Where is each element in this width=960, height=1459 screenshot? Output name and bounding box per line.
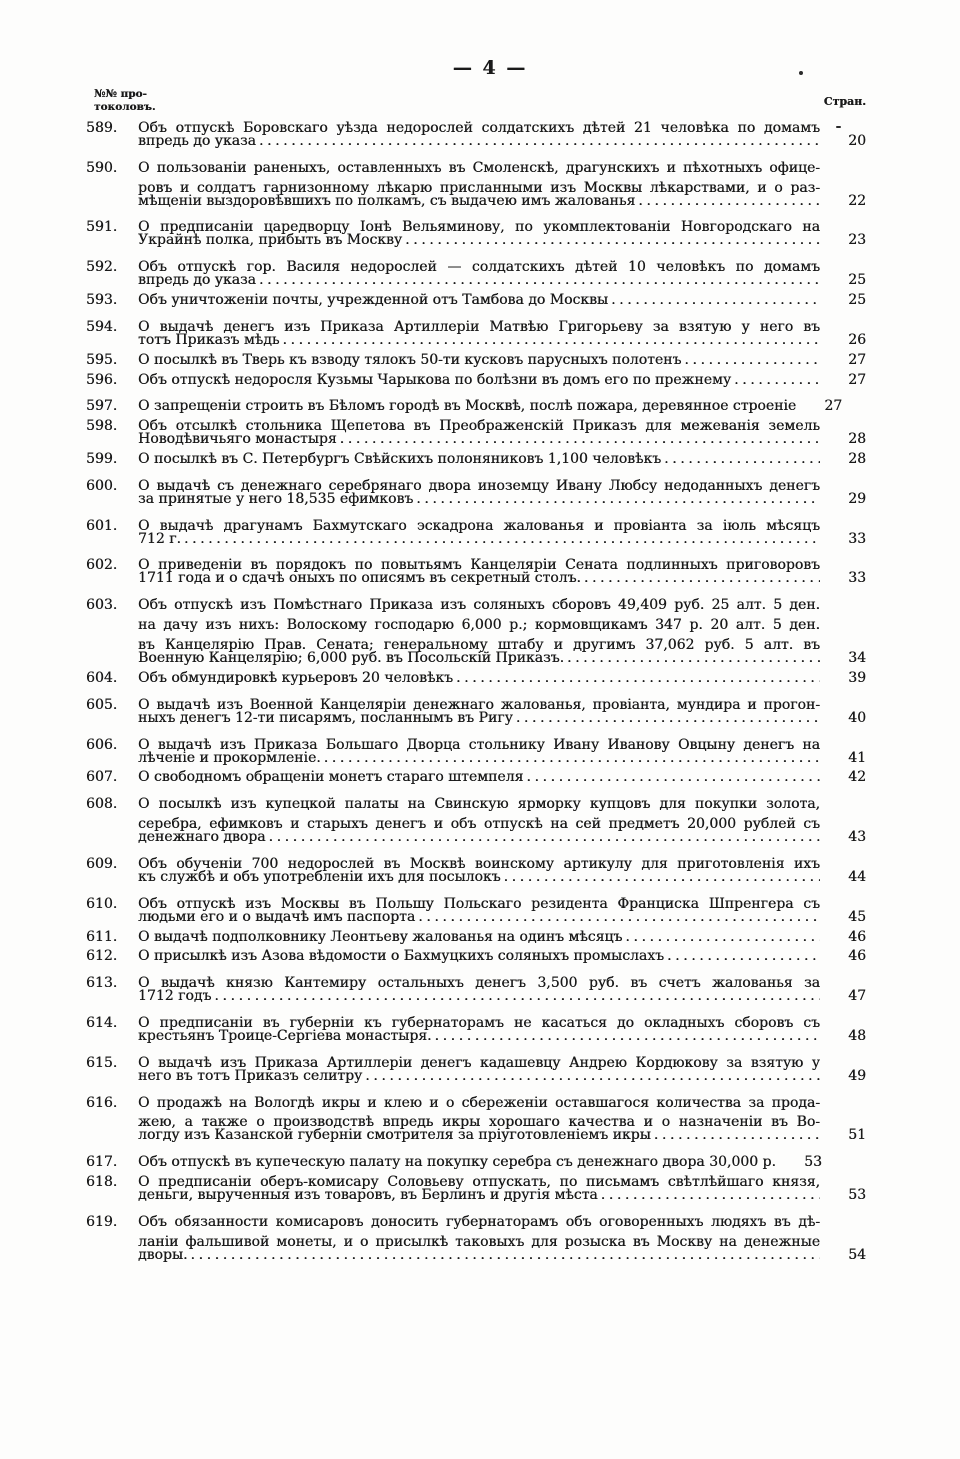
entry-text: О выдачѣ князю Кантемиру остальныхъ денегъ 3,500 руб. въ счетъ жалованья за (138, 975, 820, 992)
entry-page-number: 27 (848, 351, 866, 368)
entry-text: денежнаго двора (138, 829, 266, 846)
toc-line (86, 291, 866, 311)
entry-page-number: 26 (848, 331, 866, 348)
leader-dots (734, 371, 820, 391)
leader-dots (259, 132, 820, 152)
entry-page-number: 46 (848, 928, 866, 945)
entry-page-number: 34 (848, 650, 866, 667)
entry-number: 599. (86, 451, 118, 468)
toc-line (86, 709, 866, 729)
entry-text: къ службѣ и объ употребленіи ихъ для посылокъ (138, 868, 501, 885)
entry-number: 619. (86, 1213, 118, 1230)
entry-text: ланіи фальшивой монеты, и о присылкѣ таковыхъ для розыска въ Москву на денежные (138, 1233, 820, 1250)
toc-line (86, 1067, 866, 1087)
entry-page-number: 33 (848, 530, 866, 547)
toc-line (86, 947, 866, 967)
toc-line (86, 371, 866, 391)
entry-text: крестьянъ Троице-Сергіева монастыря. (138, 1027, 432, 1044)
entry-text: деньги, вырученныя изъ товаровъ, въ Берлинъ и другія мѣста (138, 1187, 598, 1204)
entry-text: Объ отсылкѣ стольника Щепетова въ Преображенскій Приказъ для межеванія земель (138, 418, 820, 435)
entry-text: О выдачѣ съ денежнаго серебрянаго двора иноземцу Ивану Любсу недоданныхъ денегъ (138, 477, 820, 494)
toc-line (86, 589, 866, 614)
protocol-numbers-column-header (94, 88, 156, 113)
leader-dots (456, 669, 820, 689)
entry-text: О запрещеніи строить въ Бѣломъ городѣ въ Москвѣ, послѣ пожара, деревянное строеніе (138, 398, 797, 415)
entry-text: тотъ Приказъ мѣдь (138, 331, 280, 348)
leader-dots (340, 430, 820, 450)
leader-dots (504, 868, 820, 888)
leader-dots (416, 490, 820, 510)
entry-text: на дачу изъ нихъ: Волоскому господарю 6,000 р.; кормовщикамъ 347 р. 20 алт. 5 ден. (138, 617, 820, 634)
entry-page-number: 28 (848, 451, 866, 468)
entry-text: 712 г. (138, 530, 181, 547)
page-number-heading: — 4 — (452, 57, 528, 79)
entry-text: О продажѣ на Вологдѣ икры и клею и о сбереженіи оставшагося количества за прода- (138, 1094, 820, 1111)
toc-line (86, 749, 866, 769)
pages-column-header: Стран. (823, 95, 866, 108)
entry-number: 613. (86, 975, 118, 992)
entry-text: О выдачѣ изъ Приказа Большаго Дворца стольнику Ивану Иванову Овцыну денегъ на (138, 736, 820, 753)
table-of-contents (86, 112, 866, 1266)
entry-text: О выдачѣ подполковнику Леонтьеву жалованья на одинъ мѣсяцъ (138, 928, 623, 945)
entry-page-number: 27 (824, 398, 843, 415)
entry-text: О присылкѣ изъ Азова вѣдомости о Бахмуцкихъ соляныхъ промыслахъ (138, 948, 665, 965)
entry-number: 594. (86, 318, 118, 335)
toc-line (86, 1206, 866, 1230)
entry-text: впредь до указа (138, 132, 256, 149)
entry-page-number: 25 (848, 272, 866, 289)
toc-line (86, 669, 866, 689)
toc-line (86, 351, 866, 371)
entry-number: 598. (86, 418, 118, 435)
toc-line (86, 450, 866, 470)
toc-line (86, 1027, 866, 1047)
entry-page-number: 49 (848, 1067, 866, 1084)
entry-text: мѣщеніи выздоровѣвшихъ по полкамъ, съ выдачею имъ жалованья (138, 192, 636, 209)
entry-text: въ Канцелярію Прав. Сената; генеральному штабу и другимъ 37,062 руб. 5 алт. въ (138, 637, 820, 654)
toc-line (86, 729, 866, 753)
entry-page-number: 40 (848, 709, 866, 726)
entry-text: О выдачѣ изъ Военной Канцеляріи денежнаго жалованья, провіанта, мундира и прогон- (138, 696, 820, 713)
toc-line (86, 1087, 866, 1111)
toc-line (86, 152, 866, 176)
leader-dots (664, 450, 820, 470)
leader-dots (324, 749, 820, 769)
entry-text: Объ отпускѣ гор. Василя недорослей — солдатскихъ дѣтей 10 человѣкъ по домамъ (138, 259, 820, 276)
entry-number: 601. (86, 517, 118, 534)
toc-line (86, 331, 866, 351)
entry-page-number: 51 (848, 1127, 866, 1144)
toc-line (86, 987, 866, 1007)
entry-number: 614. (86, 1014, 118, 1031)
leader-dots (638, 192, 820, 212)
leader-dots (684, 351, 820, 371)
entry-page-number: 47 (848, 988, 866, 1005)
entry-page-number: 46 (848, 948, 866, 965)
entry-text: Объ отпускѣ изъ Помѣстнаго Приказа изъ соляныхъ сборовъ 49,409 руб. 25 алт. 5 ден. (138, 597, 820, 614)
leader-dots (584, 569, 820, 589)
leader-dots (259, 271, 820, 291)
entry-text: ровъ и солдатъ гарнизонному лѣкарю присланными изъ Москвы лѣкарствами, и о раз- (138, 179, 820, 196)
entry-page-number: 33 (848, 570, 866, 587)
entry-page-number: 48 (848, 1027, 866, 1044)
toc-line (86, 112, 866, 136)
toc-line (86, 192, 866, 212)
toc-line (86, 530, 866, 550)
toc-line (86, 470, 866, 494)
entry-text: О выдачѣ денегъ изъ Приказа Артиллеріи Матвѣю Григорьеву за взятую у него въ (138, 318, 820, 335)
entry-text: за принятые у него 18,535 ефимковъ (138, 490, 414, 507)
entry-page-number: 20 (848, 132, 866, 149)
entry-text: Объ отпускѣ Боровскаго уѣзда недорослей солдатскихъ дѣтей 21 человѣка по домамъ (138, 119, 820, 136)
toc-line (86, 569, 866, 589)
entry-page-number: 39 (848, 669, 866, 686)
entry-number: 600. (86, 477, 118, 494)
toc-line (86, 211, 866, 236)
entry-text: 1711 года и о сдачѣ оныхъ по описямъ въ секретный столъ. (138, 570, 581, 587)
entry-text: О выдачѣ изъ Приказа Артиллеріи денегъ кадашевцу Андрею Кордюкову за взятую у (138, 1054, 820, 1071)
leader-dots (405, 231, 820, 251)
entry-text: лѣченіе и прокормленіе. (138, 749, 321, 766)
entry-text: Объ обязанности комисаровъ доносить губернаторамъ объ оговоренныхъ людяхъ въ дѣ- (138, 1213, 820, 1230)
entry-page-number: 45 (848, 908, 866, 925)
entry-number: 602. (86, 557, 118, 574)
entry-page-number: 29 (848, 490, 866, 507)
leader-dots (526, 768, 820, 788)
entry-number: 606. (86, 736, 118, 753)
entry-number: 605. (86, 696, 118, 713)
leader-dots (418, 908, 820, 928)
toc-line (86, 649, 866, 669)
toc-line (86, 1246, 866, 1266)
leader-dots (435, 1027, 820, 1047)
entry-text: Объ уничтоженіи почты, учрежденной отъ Тамбова до Москвы (138, 292, 609, 309)
leader-dots (269, 828, 820, 848)
leader-dots (567, 649, 820, 669)
entry-text: жею, а также о производствѣ впредь икры хорошаго качества и о назначеніи въ Во- (138, 1114, 820, 1131)
entry-text: О предписаніи оберъ-комисару Соловьеву отпускать, по письмамъ свѣтлѣйшаго князя, (138, 1174, 820, 1191)
entry-page-number: 53 (848, 1187, 866, 1204)
entry-text: О посылкѣ изъ купецкой палаты на Свинскую ярморку купцовъ для покупки золота, (138, 796, 820, 813)
leader-dots (667, 947, 820, 967)
toc-line (86, 848, 866, 872)
entry-number: 597. (86, 398, 118, 415)
entry-number: 590. (86, 159, 118, 176)
toc-line (86, 430, 866, 450)
leader-dots (654, 1126, 820, 1146)
toc-line (86, 490, 866, 510)
protocol-header-line1: №№ про- (94, 88, 147, 100)
entry-number: 607. (86, 769, 118, 786)
toc-line (86, 928, 866, 948)
entry-number: 591. (86, 219, 118, 236)
entry-text: ныхъ денегъ 12-ти писарямъ, посланнымъ въ Ригу (138, 709, 513, 726)
toc-line (86, 1007, 866, 1031)
entry-text: логду изъ Казанской губерніи смотрителя за пріуготовленіемъ икры (138, 1127, 651, 1144)
toc-line (86, 768, 866, 788)
entry-text: 1712 годъ (138, 988, 212, 1005)
toc-line (86, 1186, 866, 1206)
entry-text: Объ обученіи 700 недорослей въ Москвѣ воинскому артикулу для приготовленія ихъ (138, 855, 820, 872)
entry-text: О выдачѣ драгунамъ Бахмутскаго эскадрона жалованья и провіанта за іюль мѣсяцъ (138, 517, 820, 534)
entry-text: серебра, ефимковъ и старыхъ денегъ и объ отпускѣ на сей предметъ 20,000 рублей съ (138, 816, 820, 833)
toc-line (86, 251, 866, 276)
entry-number: 608. (86, 796, 118, 813)
entry-text: него въ тотъ Приказъ селитру (138, 1067, 363, 1084)
entry-text: Украйнѣ полка, прибыть въ Москву (138, 232, 403, 249)
entry-page-number: 41 (848, 749, 866, 766)
entry-page-number: 43 (848, 829, 866, 846)
entry-number: 592. (86, 259, 118, 276)
toc-line (86, 868, 866, 888)
toc-line (86, 311, 866, 335)
toc-line (86, 967, 866, 992)
entry-page-number: 23 (848, 232, 866, 249)
entry-number: 611. (86, 928, 118, 945)
leader-dots (191, 1246, 821, 1266)
entry-number: 589. (86, 119, 118, 136)
entry-page-number: 42 (848, 769, 866, 786)
leader-dots (214, 987, 820, 1007)
toc-line (86, 1126, 866, 1146)
entry-text: Военную Канцелярію; 6,000 руб. въ Посольскій Приказъ. (138, 650, 565, 667)
toc-line (86, 390, 866, 415)
toc-line (86, 828, 866, 848)
entry-text: О предписаніи въ губерніи къ губернаторамъ не касаться до окладныхъ сборовъ съ (138, 1014, 820, 1031)
entry-number: 604. (86, 669, 118, 686)
entry-text: Объ обмундировкѣ курьеровъ 20 человѣкъ (138, 669, 454, 686)
entry-page-number: 53 (804, 1154, 822, 1171)
leader-dots (184, 530, 820, 550)
toc-line (86, 689, 866, 713)
leader-dots (611, 291, 820, 311)
entry-number: 615. (86, 1054, 118, 1071)
entry-text: Объ отпускѣ въ купеческую палату на покупку серебра съ денежнаго двора 30,000 р. (138, 1154, 776, 1171)
entry-page-number: 28 (848, 431, 866, 448)
entry-text: О посылкѣ въ С. Петербургъ Свѣйскихъ полоняниковъ 1,100 человѣкъ (138, 451, 662, 468)
entry-text: Объ отпускѣ изъ Москвы въ Польшу Польскаго резидента Франциска Шпренгера съ (138, 895, 820, 912)
entry-text: О приведеніи въ порядокъ по повытьямъ Канцеляріи Сената подлинныхъ приговоровъ (138, 557, 820, 574)
entry-page-number: 44 (848, 868, 866, 885)
entry-text: Объ отпускѣ недоросля Кузьмы Чарыкова по болѣзни въ домъ его по прежнему (138, 371, 732, 388)
leader-dots (282, 331, 820, 351)
toc-line (86, 788, 866, 813)
leader-dots (625, 928, 820, 948)
entry-page-number: 22 (848, 192, 866, 209)
toc-line (86, 1146, 866, 1171)
entry-text: О предписаніи царедворцу Іонѣ Вельяминову, по укомплектованіи Новгородскаго на (138, 219, 820, 236)
entry-page-number: 27 (848, 371, 866, 388)
toc-line (86, 231, 866, 251)
entry-number: 609. (86, 855, 118, 872)
entry-page-number: 54 (848, 1246, 866, 1263)
toc-line (86, 510, 866, 534)
toc-line (86, 132, 866, 152)
entry-text: О пользованіи раненыхъ, оставленныхъ въ Смоленскѣ, драгунскихъ и пѣхотныхъ офице- (138, 159, 820, 176)
toc-line (86, 550, 866, 574)
toc-line (86, 271, 866, 291)
entry-number: 612. (86, 948, 118, 965)
ink-speck (799, 71, 803, 75)
entry-number: 610. (86, 895, 118, 912)
entry-number: 593. (86, 292, 118, 309)
running-head (0, 57, 960, 79)
entry-number: 616. (86, 1094, 118, 1111)
entry-text: дворы. (138, 1246, 188, 1263)
entry-number: 596. (86, 371, 118, 388)
leader-dots (601, 1186, 820, 1206)
entry-number: 595. (86, 351, 118, 368)
entry-text: О свободномъ обращеніи монетъ стараго штемпеля (138, 769, 524, 786)
entry-text: впредь до указа (138, 272, 256, 289)
leader-dots (516, 709, 820, 729)
entry-page-number: 25 (848, 292, 866, 309)
entry-text: Новодѣвичьяго монастыря (138, 431, 337, 448)
entry-number: 603. (86, 597, 118, 614)
toc-line (86, 888, 866, 912)
entry-number: 618. (86, 1174, 118, 1191)
protocol-header-line2: токоловъ. (94, 100, 156, 113)
entry-text: О посылкѣ въ Тверь къ взводу тялокъ 50-ти кусковъ парусныхъ полотенъ (138, 351, 682, 368)
leader-dots (365, 1067, 820, 1087)
toc-line (86, 1047, 866, 1071)
toc-line (86, 908, 866, 928)
entry-text: людьми его и о выдачѣ имъ паспорта (138, 908, 416, 925)
entry-number: 617. (86, 1154, 118, 1171)
